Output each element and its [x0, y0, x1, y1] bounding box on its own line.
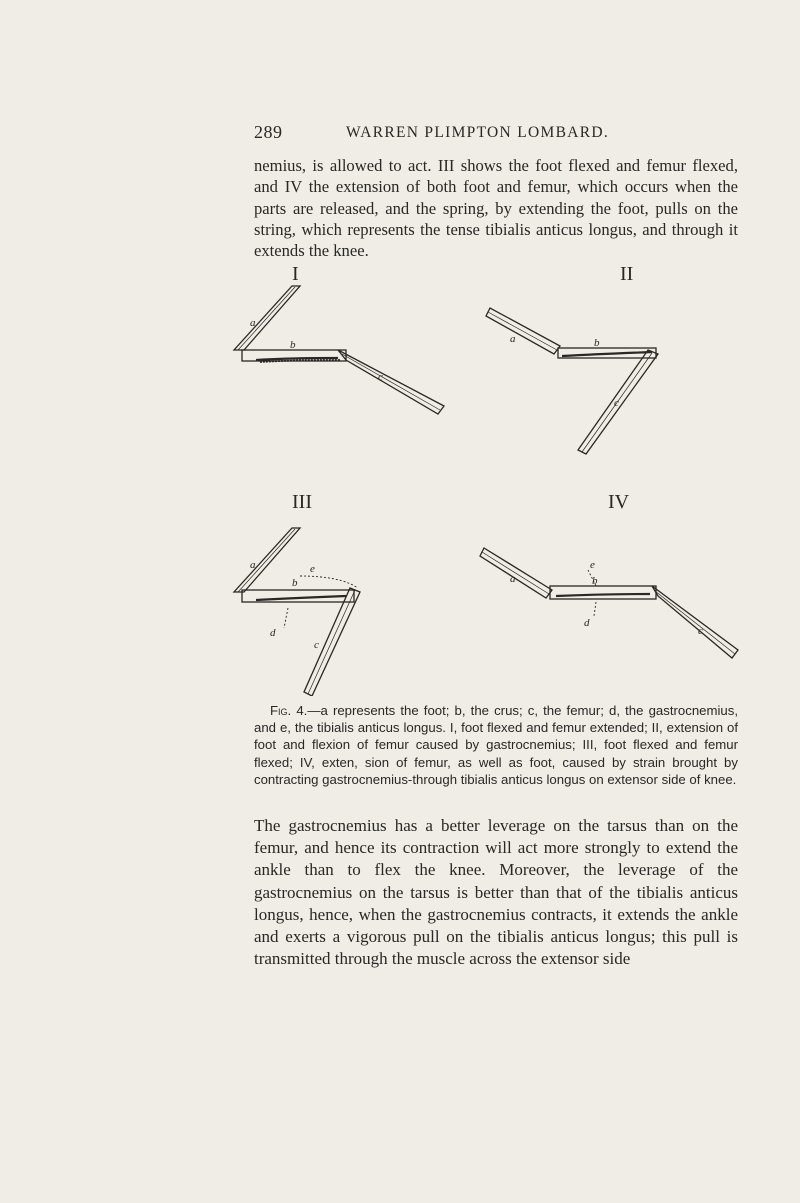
- label-ii-b: b: [594, 337, 600, 349]
- label-iii-c: c: [314, 639, 319, 651]
- caption-text: —a represents the foot; b, the crus; c, the femur; d, the gastrocnemius, and e, the tibialis anticus longus. I, foot flexed and femur extended; II, extension of foot and flexion of femur caused by gastrocnemius; III, foot flexed and femur flexed; IV, exten, sion of femur, as well as foot, caused by strain brought by contracting gastrocnemius-through tibialis anticus longus on extensor side of knee.: [254, 703, 738, 787]
- diagram-iii: [234, 491, 360, 696]
- numeral-iv: IV: [608, 491, 630, 513]
- label-iii-d: d: [270, 627, 276, 639]
- diagram-iv: [480, 491, 738, 658]
- label-i-a: a: [250, 317, 256, 329]
- diagram-ii: [486, 263, 658, 454]
- label-i-c: c: [378, 371, 383, 383]
- diagram-i: [234, 263, 444, 414]
- figure-4-diagram: [200, 256, 760, 696]
- numeral-iii: III: [292, 491, 312, 513]
- label-iv-c: c: [698, 625, 703, 637]
- label-iv-a: a: [510, 573, 516, 585]
- page-number: 289: [254, 122, 283, 142]
- diagram-iii-femur: [304, 588, 360, 696]
- running-header: [0, 122, 800, 144]
- running-head: WARREN PLIMPTON LOMBARD.: [346, 124, 610, 141]
- figure-4: [200, 256, 760, 696]
- diagram-iv-femur: [652, 586, 738, 658]
- diagram-iv-crus: [550, 586, 656, 599]
- label-iv-d: d: [584, 617, 590, 629]
- paragraph-leverage: The gastrocnemius has a better leverage on the tarsus than on the femur, and hence its contraction will act more strongly to extend the ankle than to flex the knee. Moreover, the leverage of the gastrocnemius on the tarsus is better than that of the tibialis anticus longus, hence, when the gastrocnemius contracts, it extends the ankle and exerts a vigorous pull on the tibialis anticus longus; this pull is transmitted through the muscle across the extensor side: [254, 816, 738, 969]
- label-iii-b: b: [292, 577, 298, 589]
- label-iv-e: e: [590, 559, 595, 571]
- label-i-b: b: [290, 339, 296, 351]
- numeral-i: I: [292, 263, 299, 285]
- caption-label: Fig. 4.: [270, 703, 308, 718]
- figure-caption: [254, 702, 738, 788]
- paragraph-intro: nemius, is allowed to act. III shows the foot flexed and femur flexed, and IV the extension of both foot and femur, which occurs when the parts are released, and the spring, by extending the foot, pulls on the string, which represents the tense tibialis anticus longus, and through it extends the knee.: [254, 156, 738, 261]
- label-iii-a: a: [250, 559, 256, 571]
- label-ii-a: a: [510, 333, 516, 345]
- label-iv-b: b: [592, 575, 598, 587]
- label-ii-c: c: [614, 397, 619, 409]
- label-iii-e: e: [310, 563, 315, 575]
- numeral-ii: II: [620, 263, 634, 285]
